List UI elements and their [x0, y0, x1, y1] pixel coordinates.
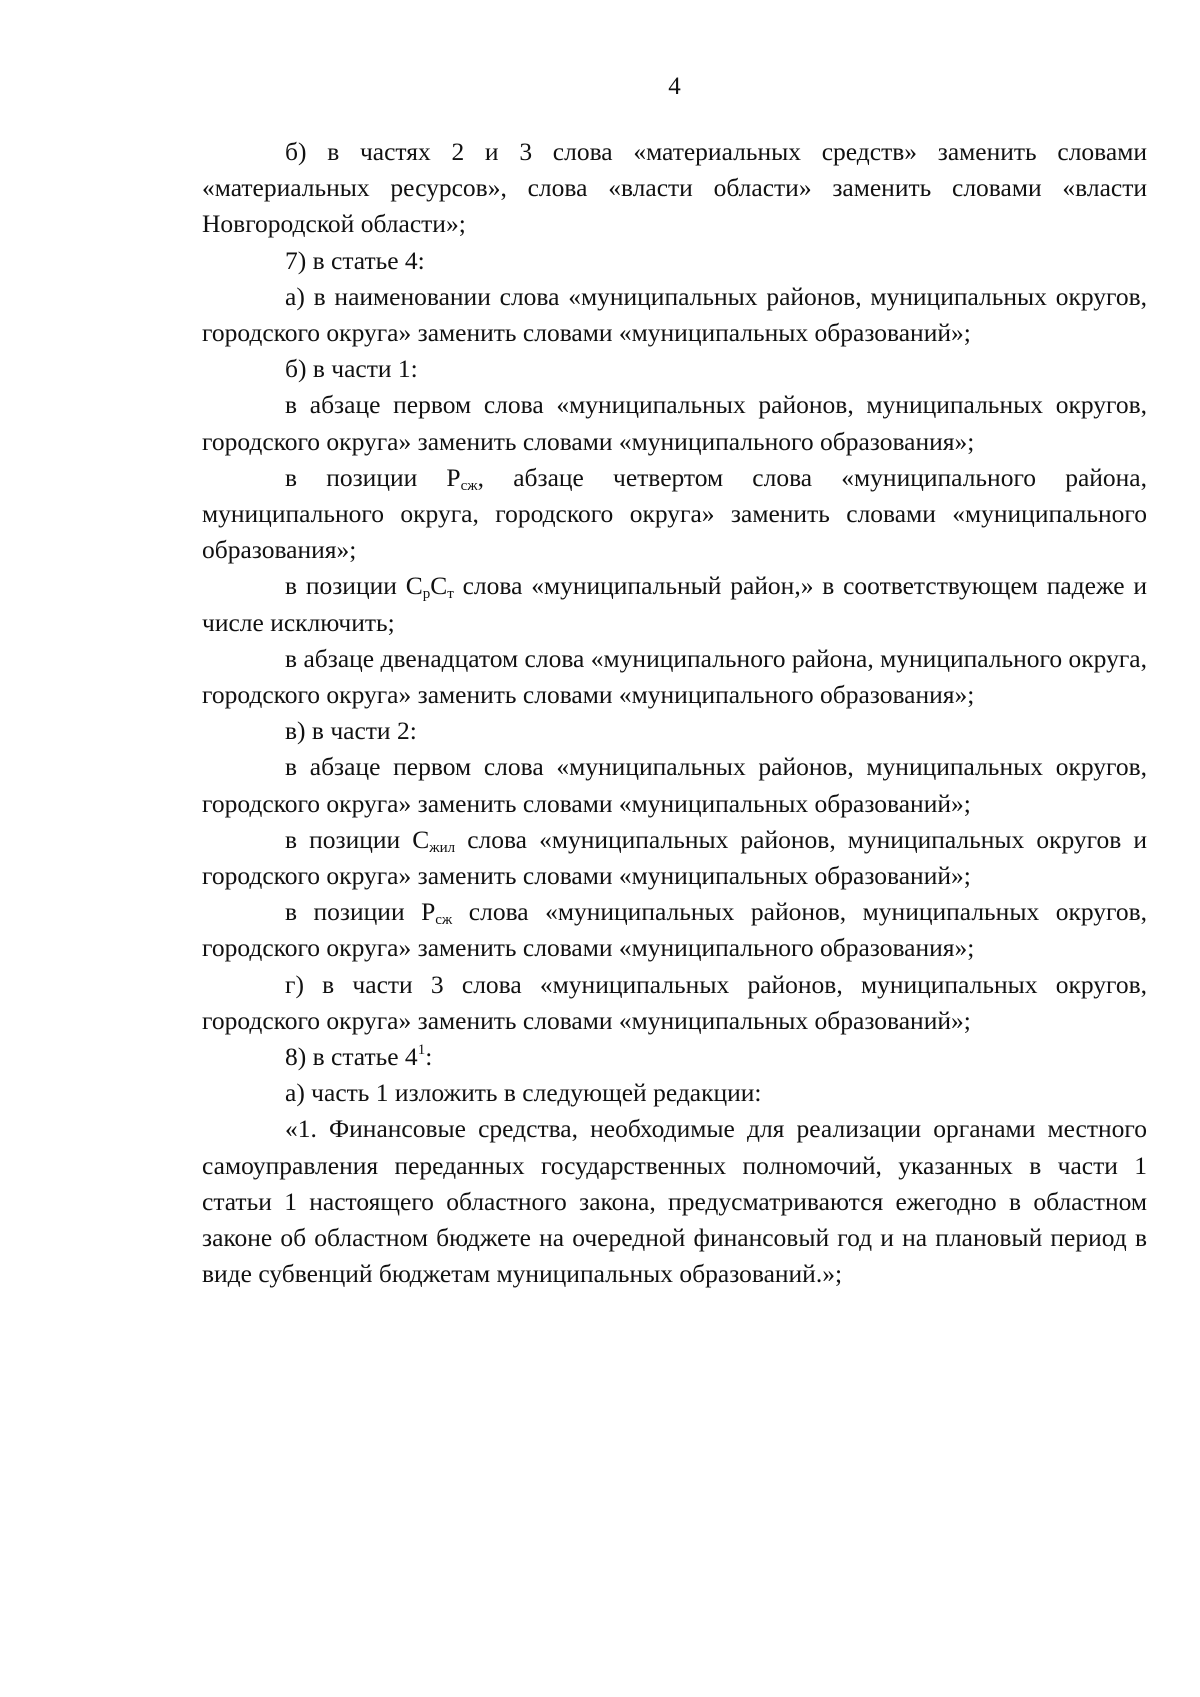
paragraph-g-part-3: г) в части 3 слова «муниципальных районов, муниципальных округов, городского округа» заменить словами «муниципальных образований»; [202, 969, 1147, 1035]
paragraph-position-crct: в позиции $С_рС_т$ слова «муниципальный район,» в соответствующем падеже и числе исключить; [202, 571, 1147, 637]
page-number: 4 [668, 73, 681, 100]
paragraph-first-abzac: в абзаце первом слова «муниципальных районов, муниципальных округов, городского округа» заменить словами «муниципального образования»; [202, 390, 1147, 456]
paragraph-first-abzac-part-2: в абзаце первом слова «муниципальных районов, муниципальных округов, городского округа» заменить словами «муниципальных образований»; [202, 752, 1147, 818]
paragraph-position-rszh-part-2: в позиции $Р_{сж}$ слова «муниципальных районов, муниципальных округов, городского округа» заменить словами «муниципального образования»; [202, 897, 1147, 963]
paragraph-item-7: 7) в статье 4: [285, 245, 425, 275]
paragraph-a-part-1: а) часть 1 изложить в следующей редакции: [285, 1078, 762, 1108]
paragraph-b-part-1: б) в части 1: [285, 354, 418, 384]
paragraph-new-part-1: «1. Финансовые средства, необходимые для реализации органами местного самоуправления переданных государственных полномочий, указанных в части 1 статьи 1 настоящего областного закона, предусматриваются ежегодно в областном законе об областном бюджете на очередной финансовый год и на плановый период в виде субвенций бюджетам муниципальных образований.»; [202, 1114, 1147, 1289]
paragraph-b-parts-2-3: б) в частях 2 и 3 слова «материальных средств» заменить словами «материальных ресурсов», слова «власти области» заменить словами «власти Новгородской области»; [202, 137, 1147, 239]
paragraph-item-8: 8) в статье $4^1$: [285, 1042, 433, 1072]
paragraph-v-part-2: в) в части 2: [285, 716, 417, 746]
paragraph-position-szhil: в позиции $С_{жил}$ слова «муниципальных районов, муниципальных округов и городского округа» заменить словами «муниципальных образований»; [202, 824, 1147, 891]
document-body [202, 134, 1147, 1293]
paragraph-twelfth-abzac: в абзаце двенадцатом слова «муниципального района, муниципального округа, городского округа» заменить словами «муниципального образования»; [202, 643, 1147, 710]
paragraph-position-rszh: в позиции $Р_{сж}$, абзаце четвертом слова «муниципального района, муниципального округа, городского округа» заменить словами «муниципального образования»; [202, 462, 1148, 565]
paragraph-a-name: а) в наименовании слова «муниципальных районов, муниципальных округов, городского округа» заменить словами «муниципальных образований»; [202, 281, 1147, 348]
